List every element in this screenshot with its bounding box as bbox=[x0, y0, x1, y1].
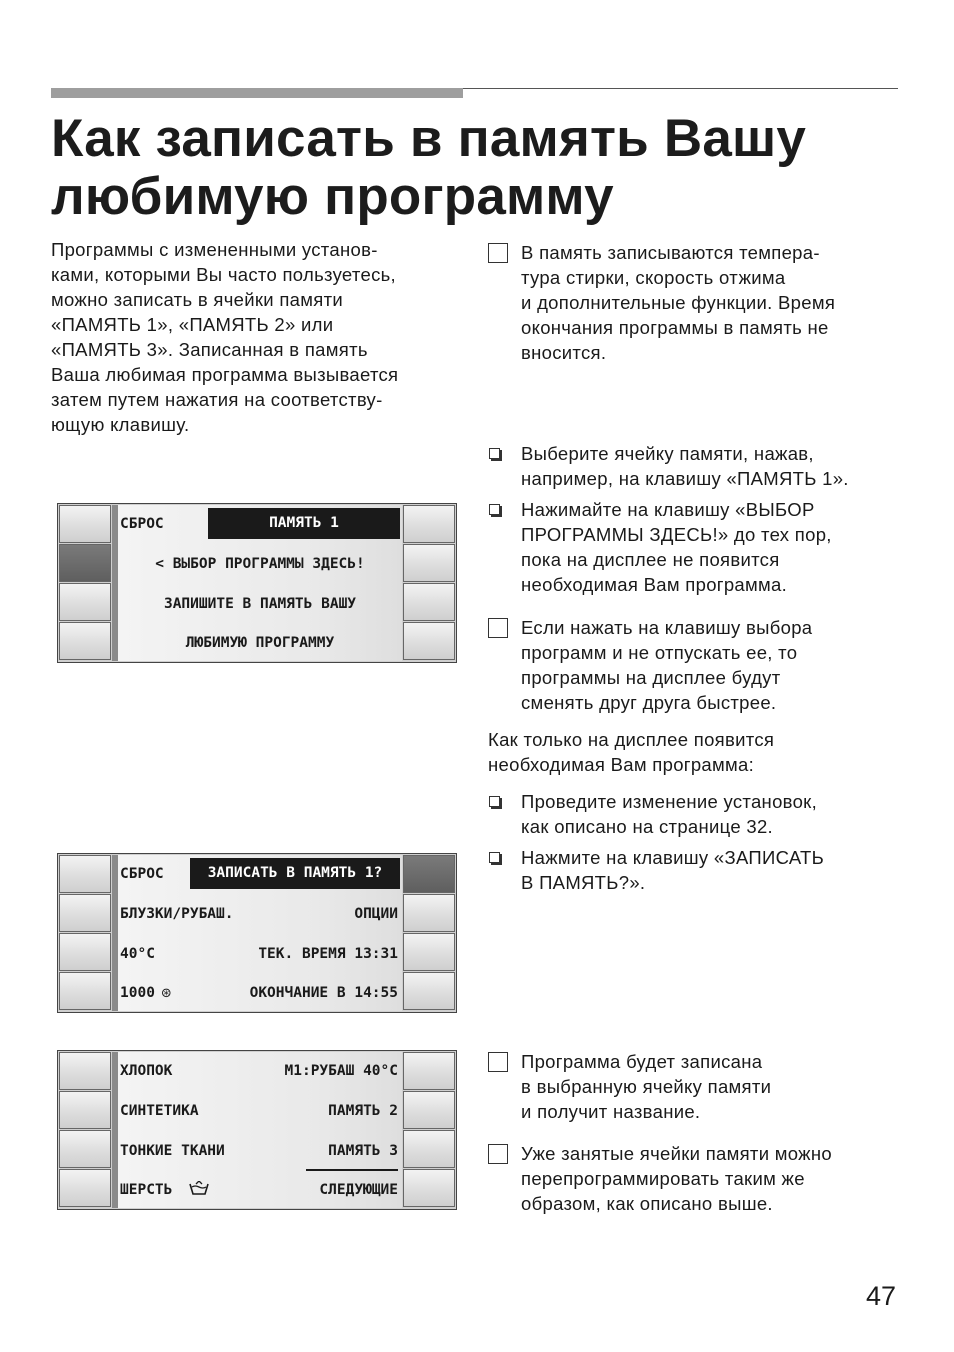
display-panel-2 bbox=[57, 853, 457, 1013]
note-line: перепрограммировать таким же bbox=[521, 1168, 805, 1189]
left-button-1[interactable] bbox=[59, 505, 111, 543]
left-button-4[interactable] bbox=[59, 972, 111, 1010]
end-time: ОКОНЧАНИЕ В 14:55 bbox=[249, 985, 398, 1001]
wool-label: ШЕРСТЬ bbox=[120, 1182, 173, 1198]
next-button-label: СЛЕДУЮЩИЕ bbox=[319, 1182, 398, 1198]
note-line: и дополнительные функции. Время bbox=[521, 292, 836, 313]
paragraph-when-displayed bbox=[488, 727, 908, 777]
title-line-2: любимую программу bbox=[51, 167, 614, 226]
note-line: программ и не отпускать ее, то bbox=[521, 642, 798, 663]
favorite-program-label: ЛЮБИМУЮ ПРОГРАММУ bbox=[185, 635, 335, 651]
para-line: необходимая Вам программа: bbox=[488, 754, 755, 775]
memory-2-slot: ПАМЯТЬ 2 bbox=[328, 1103, 398, 1119]
left-button-2[interactable] bbox=[59, 894, 111, 932]
note-line: окончания программы в память не bbox=[521, 317, 829, 338]
note-line: сменять друг друга быстрее. bbox=[521, 692, 777, 713]
save-favorite-label: ЗАПИШИТЕ В ПАМЯТЬ ВАШУ bbox=[163, 596, 357, 612]
bullet-icon bbox=[489, 504, 500, 515]
note-line: и получит название. bbox=[521, 1101, 701, 1122]
right-button-4[interactable] bbox=[403, 1169, 455, 1207]
memory-1-highlight: ПАМЯТЬ 1 bbox=[208, 508, 400, 539]
left-button-1[interactable] bbox=[59, 855, 111, 893]
note-line: в выбранную ячейку памяти bbox=[521, 1076, 772, 1097]
note-line: В память записываются темпера- bbox=[521, 242, 820, 263]
left-button-2[interactable] bbox=[59, 1091, 111, 1129]
note-line: тура стирки, скорость отжима bbox=[521, 267, 786, 288]
step-press-save bbox=[488, 845, 908, 895]
lcd-screen-1 bbox=[112, 505, 402, 661]
save-to-memory-highlight: ЗАПИСАТЬ В ПАМЯТЬ 1? bbox=[190, 858, 400, 889]
spin-speed bbox=[120, 974, 172, 1013]
note-line: программы на дисплее будут bbox=[521, 667, 781, 688]
intro-line: затем путем нажатия на соответству- bbox=[51, 389, 383, 410]
reset-label: СБРОС bbox=[120, 516, 164, 532]
step-line: необходимая Вам программа. bbox=[521, 574, 788, 595]
right-button-1[interactable] bbox=[403, 1052, 455, 1090]
step-change-settings bbox=[488, 789, 908, 839]
right-button-2[interactable] bbox=[403, 544, 455, 582]
current-time: ТЕК. ВРЕМЯ 13:31 bbox=[258, 946, 398, 962]
para-line: Как только на дисплее появится bbox=[488, 729, 775, 750]
right-button-1[interactable] bbox=[403, 505, 455, 543]
step-line: В ПАМЯТЬ?». bbox=[521, 872, 646, 893]
intro-paragraph bbox=[51, 237, 461, 437]
program-synthetic: СИНТЕТИКА bbox=[120, 1103, 199, 1119]
left-button-3[interactable] bbox=[59, 1130, 111, 1168]
note-line: Уже занятые ячейки памяти можно bbox=[521, 1143, 832, 1164]
display-panel-1 bbox=[57, 503, 457, 663]
note-memory-contents bbox=[488, 240, 908, 365]
options-label: ОПЦИИ bbox=[354, 906, 398, 922]
step-line: Проведите изменение установок, bbox=[521, 791, 818, 812]
note-hold-button bbox=[488, 615, 908, 715]
step-line: ПРОГРАММЫ ЗДЕСЬ!» до тех пор, bbox=[521, 524, 832, 545]
right-button-2[interactable] bbox=[403, 894, 455, 932]
intro-line: ющую клавишу. bbox=[51, 414, 190, 435]
left-button-3[interactable] bbox=[59, 583, 111, 621]
page-title bbox=[51, 110, 901, 226]
bullet-icon bbox=[489, 796, 500, 807]
note-box-icon bbox=[488, 243, 508, 263]
left-button-1[interactable] bbox=[59, 1052, 111, 1090]
header-rule-thick bbox=[51, 88, 463, 98]
intro-line: «ПАМЯТЬ 3». Записанная в память bbox=[51, 339, 368, 360]
bullet-icon bbox=[489, 852, 500, 863]
step-line: как описано на странице 32. bbox=[521, 816, 773, 837]
step-line: пока на дисплее не появится bbox=[521, 549, 780, 570]
note-line: Если нажать на клавишу выбора bbox=[521, 617, 813, 638]
step-select-program bbox=[488, 497, 908, 597]
display-panel-3 bbox=[57, 1050, 457, 1210]
lcd-screen-2 bbox=[112, 855, 402, 1011]
left-button-4[interactable] bbox=[59, 622, 111, 660]
header-rule-thin bbox=[463, 88, 898, 89]
program-name: БЛУЗКИ/РУБАШ. bbox=[120, 906, 234, 922]
step-line: Выберите ячейку памяти, нажав, bbox=[521, 443, 814, 464]
left-button-2[interactable] bbox=[59, 544, 111, 582]
note-line: Программа будет записана bbox=[521, 1051, 763, 1072]
right-button-2[interactable] bbox=[403, 1091, 455, 1129]
memory-1-slot: M1:РУБАШ 40°C bbox=[284, 1063, 398, 1079]
left-button-4[interactable] bbox=[59, 1169, 111, 1207]
step-select-memory bbox=[488, 441, 908, 491]
note-box-icon bbox=[488, 1052, 508, 1072]
program-cotton: ХЛОПОК bbox=[120, 1063, 173, 1079]
program-wool bbox=[120, 1171, 209, 1209]
bullet-icon bbox=[489, 448, 500, 459]
step-line: например, на клавишу «ПАМЯТЬ 1». bbox=[521, 468, 849, 489]
spin-icon: ⊛ bbox=[160, 986, 172, 1001]
left-button-3[interactable] bbox=[59, 933, 111, 971]
wool-wash-icon bbox=[189, 1181, 209, 1195]
intro-line: Программы с измененными установ- bbox=[51, 239, 378, 260]
note-box-icon bbox=[488, 1144, 508, 1164]
program-delicate: ТОНКИЕ ТКАНИ bbox=[120, 1143, 225, 1159]
memory-3-slot: ПАМЯТЬ 3 bbox=[328, 1143, 398, 1159]
intro-line: «ПАМЯТЬ 1», «ПАМЯТЬ 2» или bbox=[51, 314, 334, 335]
note-program-saved bbox=[488, 1049, 908, 1124]
note-box-icon bbox=[488, 618, 508, 638]
right-button-3[interactable] bbox=[403, 1130, 455, 1168]
save-to-memory-button[interactable] bbox=[403, 855, 455, 893]
note-line: вносится. bbox=[521, 342, 607, 363]
temperature-value: 40°C bbox=[120, 946, 155, 962]
right-button-3[interactable] bbox=[403, 933, 455, 971]
right-button-4[interactable] bbox=[403, 622, 455, 660]
spin-value: 1000 bbox=[120, 985, 155, 1001]
step-line: Нажмите на клавишу «ЗАПИСАТЬ bbox=[521, 847, 825, 868]
note-reprogram bbox=[488, 1141, 908, 1216]
note-line: образом, как описано выше. bbox=[521, 1193, 773, 1214]
select-program-label: < ВЫБОР ПРОГРАММЫ ЗДЕСЬ! bbox=[155, 556, 365, 572]
intro-line: Ваша любимая программа вызывается bbox=[51, 364, 399, 385]
intro-line: можно записать в ячейки памяти bbox=[51, 289, 343, 310]
page-number: 47 bbox=[866, 1281, 897, 1311]
reset-label: СБРОС bbox=[120, 866, 164, 882]
intro-line: ками, которыми Вы часто пользуетесь, bbox=[51, 264, 396, 285]
lcd-screen-3 bbox=[112, 1052, 402, 1208]
right-button-3[interactable] bbox=[403, 583, 455, 621]
step-line: Нажимайте на клавишу «ВЫБОР bbox=[521, 499, 815, 520]
title-line-1: Как записать в память Вашу bbox=[51, 109, 807, 168]
right-button-4[interactable] bbox=[403, 972, 455, 1010]
